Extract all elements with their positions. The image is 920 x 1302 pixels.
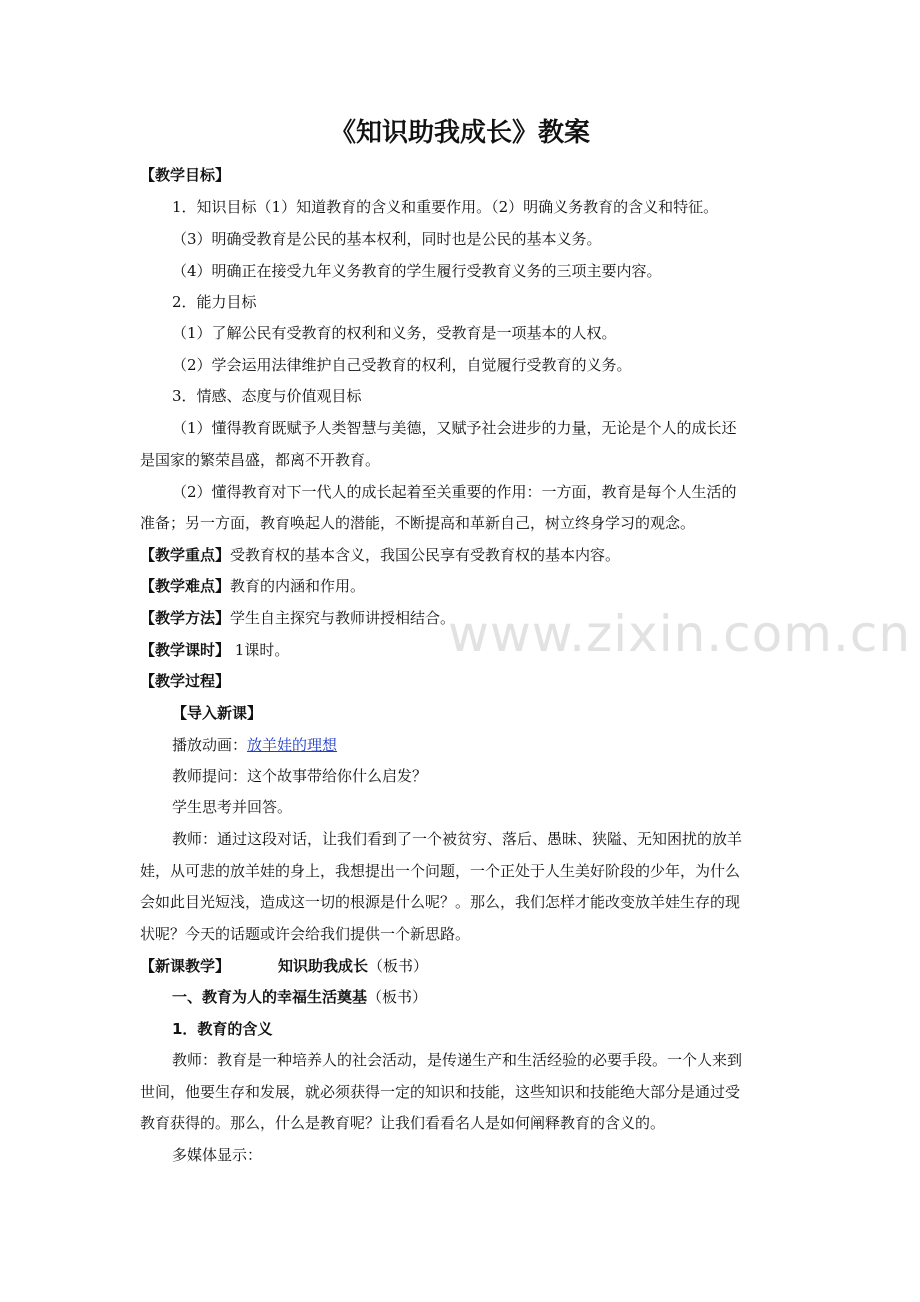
goal-ability-2: （2）学会运用法律维护自己受教育的权利，自觉履行受教育的义务。 xyxy=(172,356,632,374)
method-label: 【教学方法】 xyxy=(140,609,231,627)
goal-emotion-2a: （2）懂得教育对下一代人的成长起着至关重要的作用：一方面，教育是每个人生活的 xyxy=(172,483,737,501)
document-title: 《知识助我成长》教案 xyxy=(329,118,590,148)
education-para-line-3: 教育获得的。那么，什么是教育呢？让我们看看名人是如何阐释教育的含义的。 xyxy=(140,1114,666,1132)
watermark: www.zixin.com.cn xyxy=(448,605,912,663)
intro-heading: 【导入新课】 xyxy=(172,704,263,722)
goals-heading: 【教学目标】 xyxy=(140,166,231,184)
goal-ability-title: 2．能力目标 xyxy=(172,293,257,311)
play-animation-line xyxy=(172,735,337,755)
animation-link[interactable]: 放羊娃的理想 xyxy=(247,736,338,754)
education-para-line-1: 教师：教育是一种培养人的社会活动，是传递生产和生活经验的必要手段。一个人来到 xyxy=(172,1051,743,1069)
method-line xyxy=(140,608,455,628)
teacher-para-line-3: 会如此目光短浅，造成这一切的根源是什么呢？。那么，我们怎样才能改变放羊娃生存的现 xyxy=(140,893,741,911)
key-point-line xyxy=(140,545,620,565)
education-para-line-2: 世间，他要生存和发展，就必须获得一定的知识和技能，这些知识和技能绝大部分是通过受 xyxy=(140,1083,741,1101)
goal-knowledge-1: 1．知识目标（1）知道教育的含义和重要作用。（2）明确义务教育的含义和特征。 xyxy=(172,198,719,216)
difficulty-label: 【教学难点】 xyxy=(140,577,231,595)
difficulty-text: 教育的内涵和作用。 xyxy=(230,577,366,595)
method-text: 学生自主探究与教师讲授相结合。 xyxy=(230,609,456,627)
section-one-title: 一、教育为人的幸福生活奠基 xyxy=(172,988,368,1006)
key-point-text: 受教育权的基本含义，我国公民享有受教育权的基本内容。 xyxy=(230,546,621,564)
student-answer: 学生思考并回答。 xyxy=(172,798,293,816)
key-point-label: 【教学重点】 xyxy=(140,546,231,564)
teacher-para-line-4: 状呢？今天的话题或许会给我们提供一个新思路。 xyxy=(140,925,471,943)
process-heading: 【教学过程】 xyxy=(140,672,231,690)
teacher-para-line-2: 娃，从可悲的放羊娃的身上，我想提出一个问题，一个正处于人生美好阶段的少年，为什么 xyxy=(140,862,741,880)
goal-emotion-1b: 是国家的繁荣昌盛，都离不开教育。 xyxy=(140,451,381,469)
multimedia-label: 多媒体显示： xyxy=(172,1146,263,1164)
section-one-line xyxy=(172,987,427,1007)
hours-line xyxy=(140,640,289,660)
play-prefix: 播放动画： xyxy=(172,736,248,754)
new-lesson-line xyxy=(140,956,428,976)
goal-emotion-2b: 准备；另一方面，教育唤起人的潜能，不断提高和革新自己，树立终身学习的观念。 xyxy=(140,514,696,532)
goal-knowledge-3: （3）明确受教育是公民的基本权利，同时也是公民的基本义务。 xyxy=(172,230,602,248)
new-lesson-topic: 知识助我成长 xyxy=(278,957,369,975)
new-lesson-label: 【新课教学】 xyxy=(140,957,231,975)
section-one-note: （板书） xyxy=(367,988,428,1006)
hours-text: 1课时。 xyxy=(230,641,290,659)
goal-ability-1: （1）了解公民有受教育的权利和义务，受教育是一项基本的人权。 xyxy=(172,324,617,342)
subsection-title: 1．教育的含义 xyxy=(172,1020,273,1038)
difficulty-line xyxy=(140,576,365,596)
teacher-question: 教师提问：这个故事带给你什么启发？ xyxy=(172,767,428,785)
goal-knowledge-4: （4）明确正在接受九年义务教育的学生履行受教育义务的三项主要内容。 xyxy=(172,262,662,280)
goal-emotion-1a: （1）懂得教育既赋予人类智慧与美德，又赋予社会进步的力量，无论是个人的成长还 xyxy=(172,419,737,437)
teacher-para-line-1: 教师：通过这段对话，让我们看到了一个被贫穷、落后、愚昧、狭隘、无知困扰的放羊 xyxy=(172,830,743,848)
goal-emotion-title: 3．情感、态度与价值观目标 xyxy=(172,387,362,405)
new-lesson-board-note: （板书） xyxy=(368,957,429,975)
hours-label: 【教学课时】 xyxy=(140,641,231,659)
